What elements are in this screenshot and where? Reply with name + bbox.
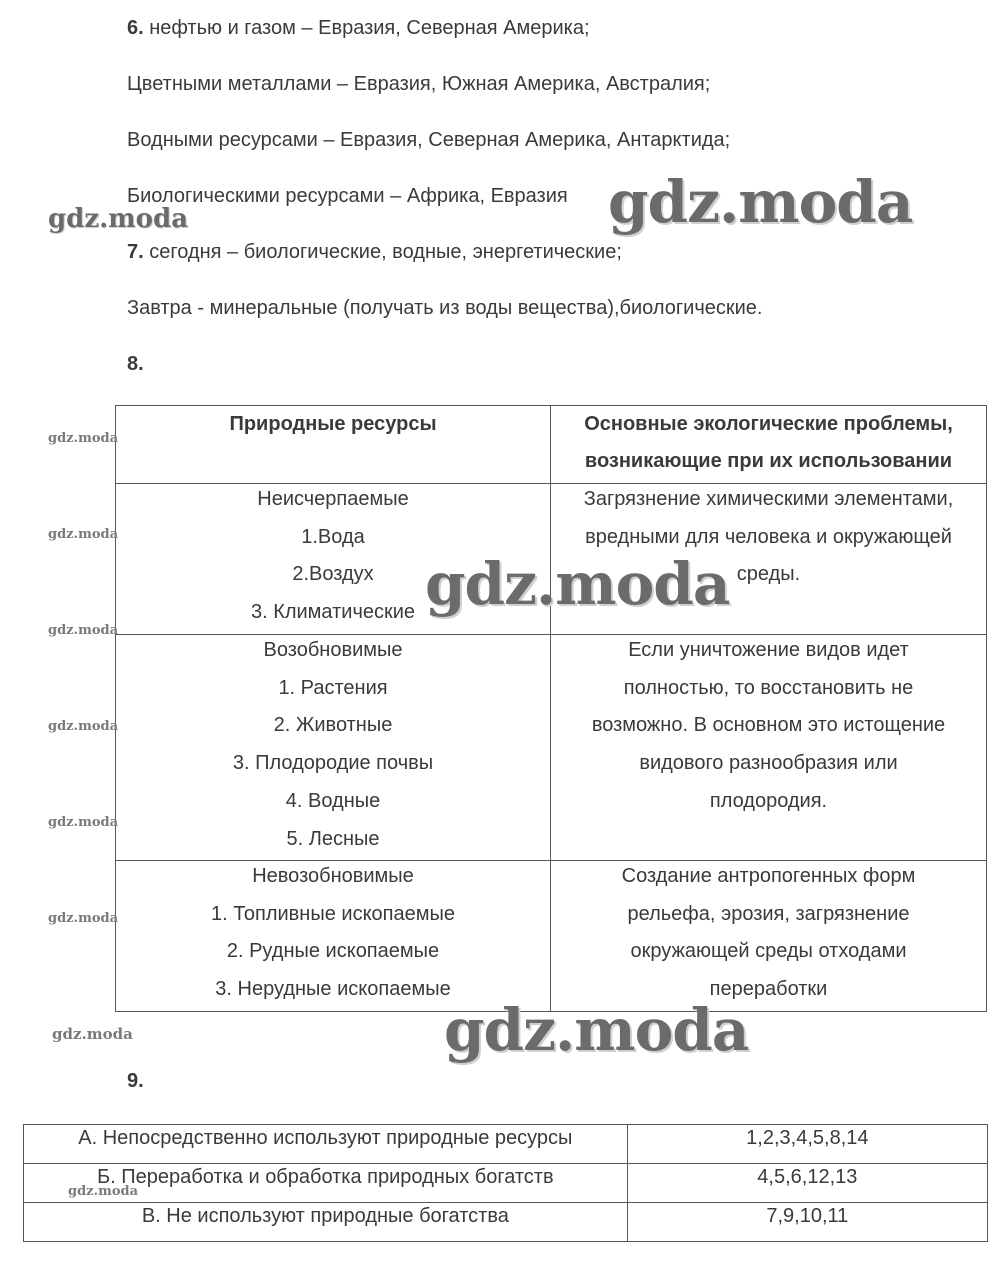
watermark: gdz.moda (48, 204, 189, 234)
answer-9-number: 9. (127, 1070, 144, 1092)
usage-category: Б. Переработка и обработка природных богатств (24, 1164, 628, 1203)
watermark: gdz.moda (48, 623, 119, 638)
table-row (24, 1164, 988, 1203)
answer-line: Биологическими ресурсами – Африка, Евразия (127, 185, 568, 207)
watermark: gdz.moda (68, 1184, 139, 1199)
resource-cell: Возобновимые 1. Растения 2. Животные 3. Плодородие почвы 4. Водные 5. Лесные (116, 635, 551, 861)
watermark: gdz.moda (425, 550, 730, 618)
answer-line: Цветными металлами – Евразия, Южная Америка, Австралия; (127, 73, 711, 95)
answer-8-number: 8. (127, 353, 144, 375)
usage-numbers: 7,9,10,11 (627, 1203, 987, 1242)
table-header-row (116, 406, 987, 484)
watermark: gdz.moda (48, 911, 119, 926)
watermark: gdz.moda (48, 815, 119, 830)
usage-numbers: 1,2,3,4,5,8,14 (627, 1125, 987, 1164)
usage-category: А. Непосредственно используют природные ресурсы (24, 1125, 628, 1164)
answer-6 (127, 16, 590, 40)
watermark: gdz.moda (444, 996, 749, 1064)
table-row (24, 1203, 988, 1242)
usage-numbers: 4,5,6,12,13 (627, 1164, 987, 1203)
problem-cell: Загрязнение химическими элементами, вредными для человека и окружающей среды. (551, 484, 987, 635)
problem-cell: Создание антропогенных форм рельефа, эрозия, загрязнение окружающей среды отходами переработки (551, 861, 987, 1012)
resource-cell: Неисчерпаемые 1.Вода 2.Воздух 3. Климатические (116, 484, 551, 635)
problem-cell: Если уничтожение видов идет полностью, то восстановить не возможно. В основном это истощение видового разнообразия или плодородия. (551, 635, 987, 861)
resource-cell: Невозобновимые 1. Топливные ископаемые 2. Рудные ископаемые 3. Нерудные ископаемые (116, 861, 551, 1012)
resources-table (115, 405, 987, 1012)
watermark: gdz.moda (48, 719, 119, 734)
usage-category: В. Не используют природные богатства (24, 1203, 628, 1242)
watermark: gdz.moda (48, 431, 119, 446)
table-row (116, 861, 987, 1012)
watermark: gdz.moda (48, 527, 119, 542)
table-row (116, 635, 987, 861)
answer-text: сегодня – биологические, водные, энергетические; (143, 241, 622, 263)
answer-line: Завтра - минеральные (получать из воды вещества),биологические. (127, 297, 763, 319)
header-resources: Природные ресурсы (116, 406, 551, 484)
watermark: gdz.moda (608, 168, 913, 236)
usage-table (23, 1124, 988, 1242)
answer-text: нефтью и газом – Евразия, Северная Америка; (143, 17, 590, 39)
header-problems: Основные экологические проблемы, возникающие при их использовании (551, 406, 987, 484)
watermark: gdz.moda (52, 1025, 133, 1043)
table-row (24, 1125, 988, 1164)
answer-number: 6. (127, 17, 144, 39)
answer-7 (127, 240, 622, 264)
answer-line: Водными ресурсами – Евразия, Северная Америка, Антарктида; (127, 129, 731, 151)
answer-number: 7. (127, 241, 144, 263)
